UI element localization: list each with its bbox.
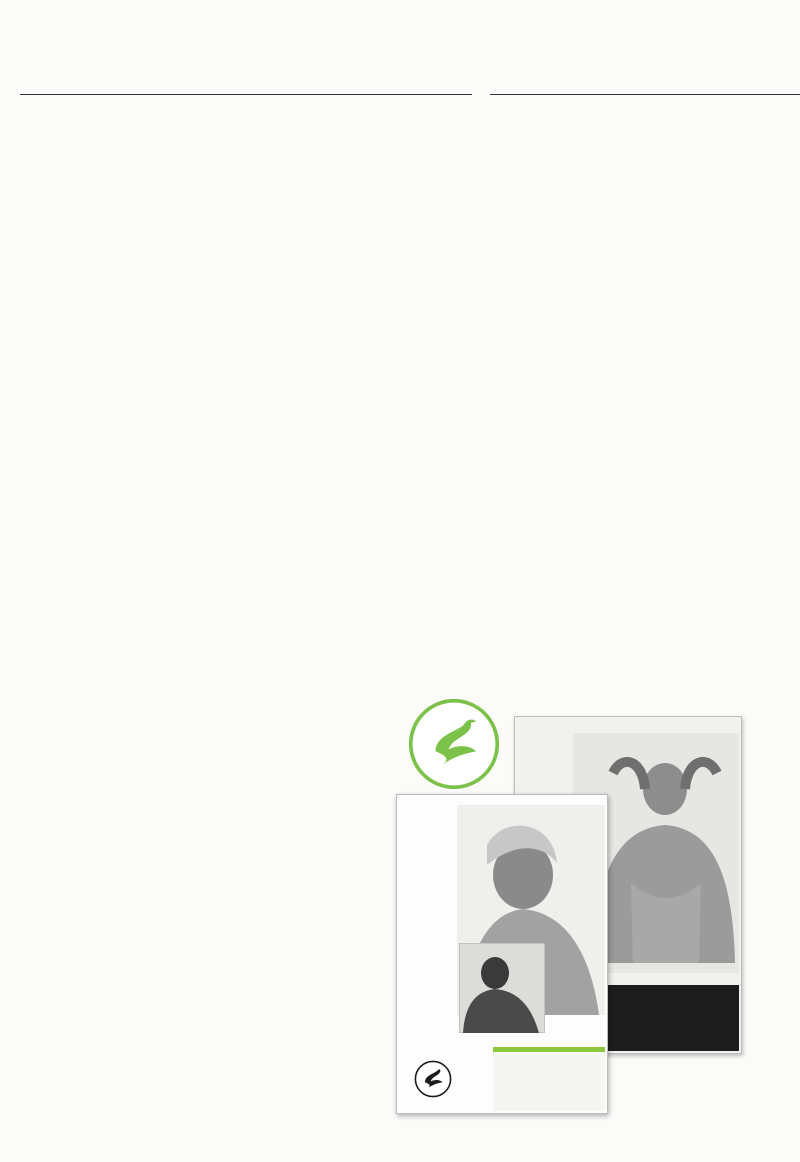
calendar-advert	[318, 606, 800, 1162]
january-stats	[493, 1053, 605, 1111]
header-rule-left	[20, 94, 472, 95]
january-swan-badge	[413, 1059, 453, 1103]
swansea-city-badge	[408, 698, 500, 790]
header-rule-right	[490, 94, 800, 95]
january-calendar	[396, 794, 608, 1114]
january-green-bar	[493, 1047, 605, 1052]
inset-player-photo	[459, 943, 545, 1033]
